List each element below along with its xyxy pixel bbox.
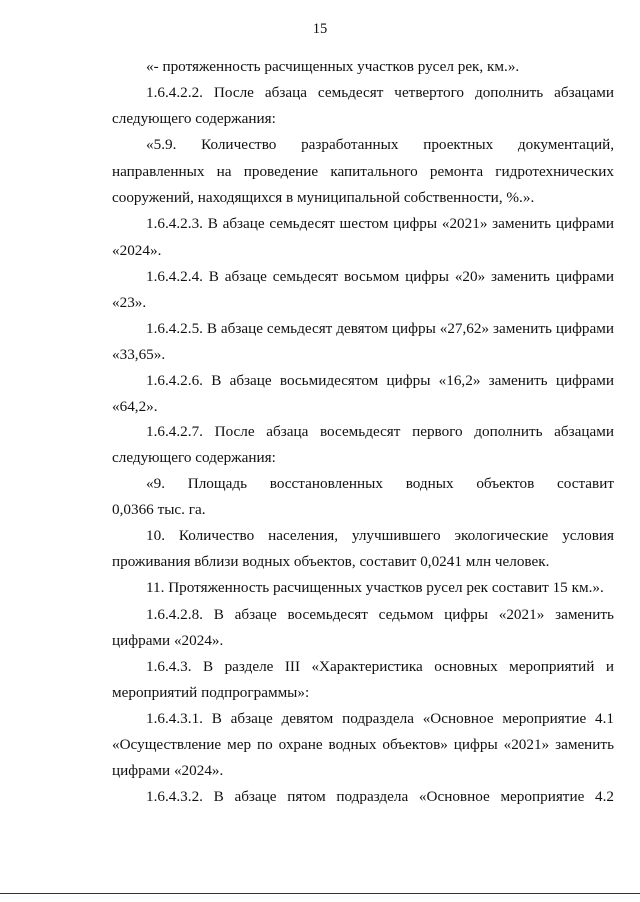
text-line: «Осуществление мер по охране водных объектов» цифры «2021» заменить [112,736,614,753]
text-line: цифрами «2024». [112,762,224,779]
text-line: 1.6.4.2.4. В абзаце семьдесят восьмом цифры «20» заменить цифрами [146,268,614,285]
text-line: следующего содержания: [112,449,276,466]
text-line: «- протяженность расчищенных участков русел рек, км.». [146,58,520,75]
text-line: 1.6.4.2.2. После абзаца семьдесят четвертого дополнить абзацами [146,84,614,101]
text-line: 1.6.4.3.1. В абзаце девятом подраздела «Основное мероприятие 4.1 [146,710,614,727]
text-line: следующего содержания: [112,110,276,127]
text-line: «33,65». [112,346,166,363]
text-line: мероприятий подпрограммы»: [112,684,310,701]
text-line: 1.6.4.3.2. В абзаце пятом подраздела «Основное мероприятие 4.2 [146,788,614,805]
text-line: 1.6.4.2.5. В абзаце семьдесят девятом цифры «27,62» заменить цифрами [146,320,614,337]
text-line: «23». [112,294,147,311]
text-line: 1.6.4.3. В разделе III «Характеристика основных мероприятий и [146,658,614,675]
text-line: 0,0366 тыс. га. [112,501,206,518]
text-line: 1.6.4.2.6. В абзаце восьмидесятом цифры «16,2» заменить цифрами [146,372,614,389]
text-line: направленных на проведение капитального ремонта гидротехнических [112,163,614,180]
text-line: 1.6.4.2.7. После абзаца восемьдесят первого дополнить абзацами [146,423,614,440]
text-line: 1.6.4.2.8. В абзаце восемьдесят седьмом цифры «2021» заменить [146,606,614,623]
text-line: «5.9. Количество разработанных проектных документаций, [146,136,614,153]
text-line: «2024». [112,242,162,259]
text-line: цифрами «2024». [112,632,224,649]
text-line: проживания вблизи водных объектов, составит 0,0241 млн человек. [112,553,550,570]
text-line: 10. Количество населения, улучшившего экологические условия [146,527,614,544]
text-line: 11. Протяженность расчищенных участков русел рек составит 15 км.». [146,579,604,596]
text-line: 1.6.4.2.3. В абзаце семьдесят шестом цифры «2021» заменить цифрами [146,215,614,232]
bottom-divider [0,893,640,894]
text-line: сооружений, находящихся в муниципальной собственности, %.». [112,189,535,206]
text-line: «64,2». [112,398,158,415]
page-number: 15 [312,21,328,37]
text-line: «9. Площадь восстановленных водных объектов составит [146,475,614,492]
